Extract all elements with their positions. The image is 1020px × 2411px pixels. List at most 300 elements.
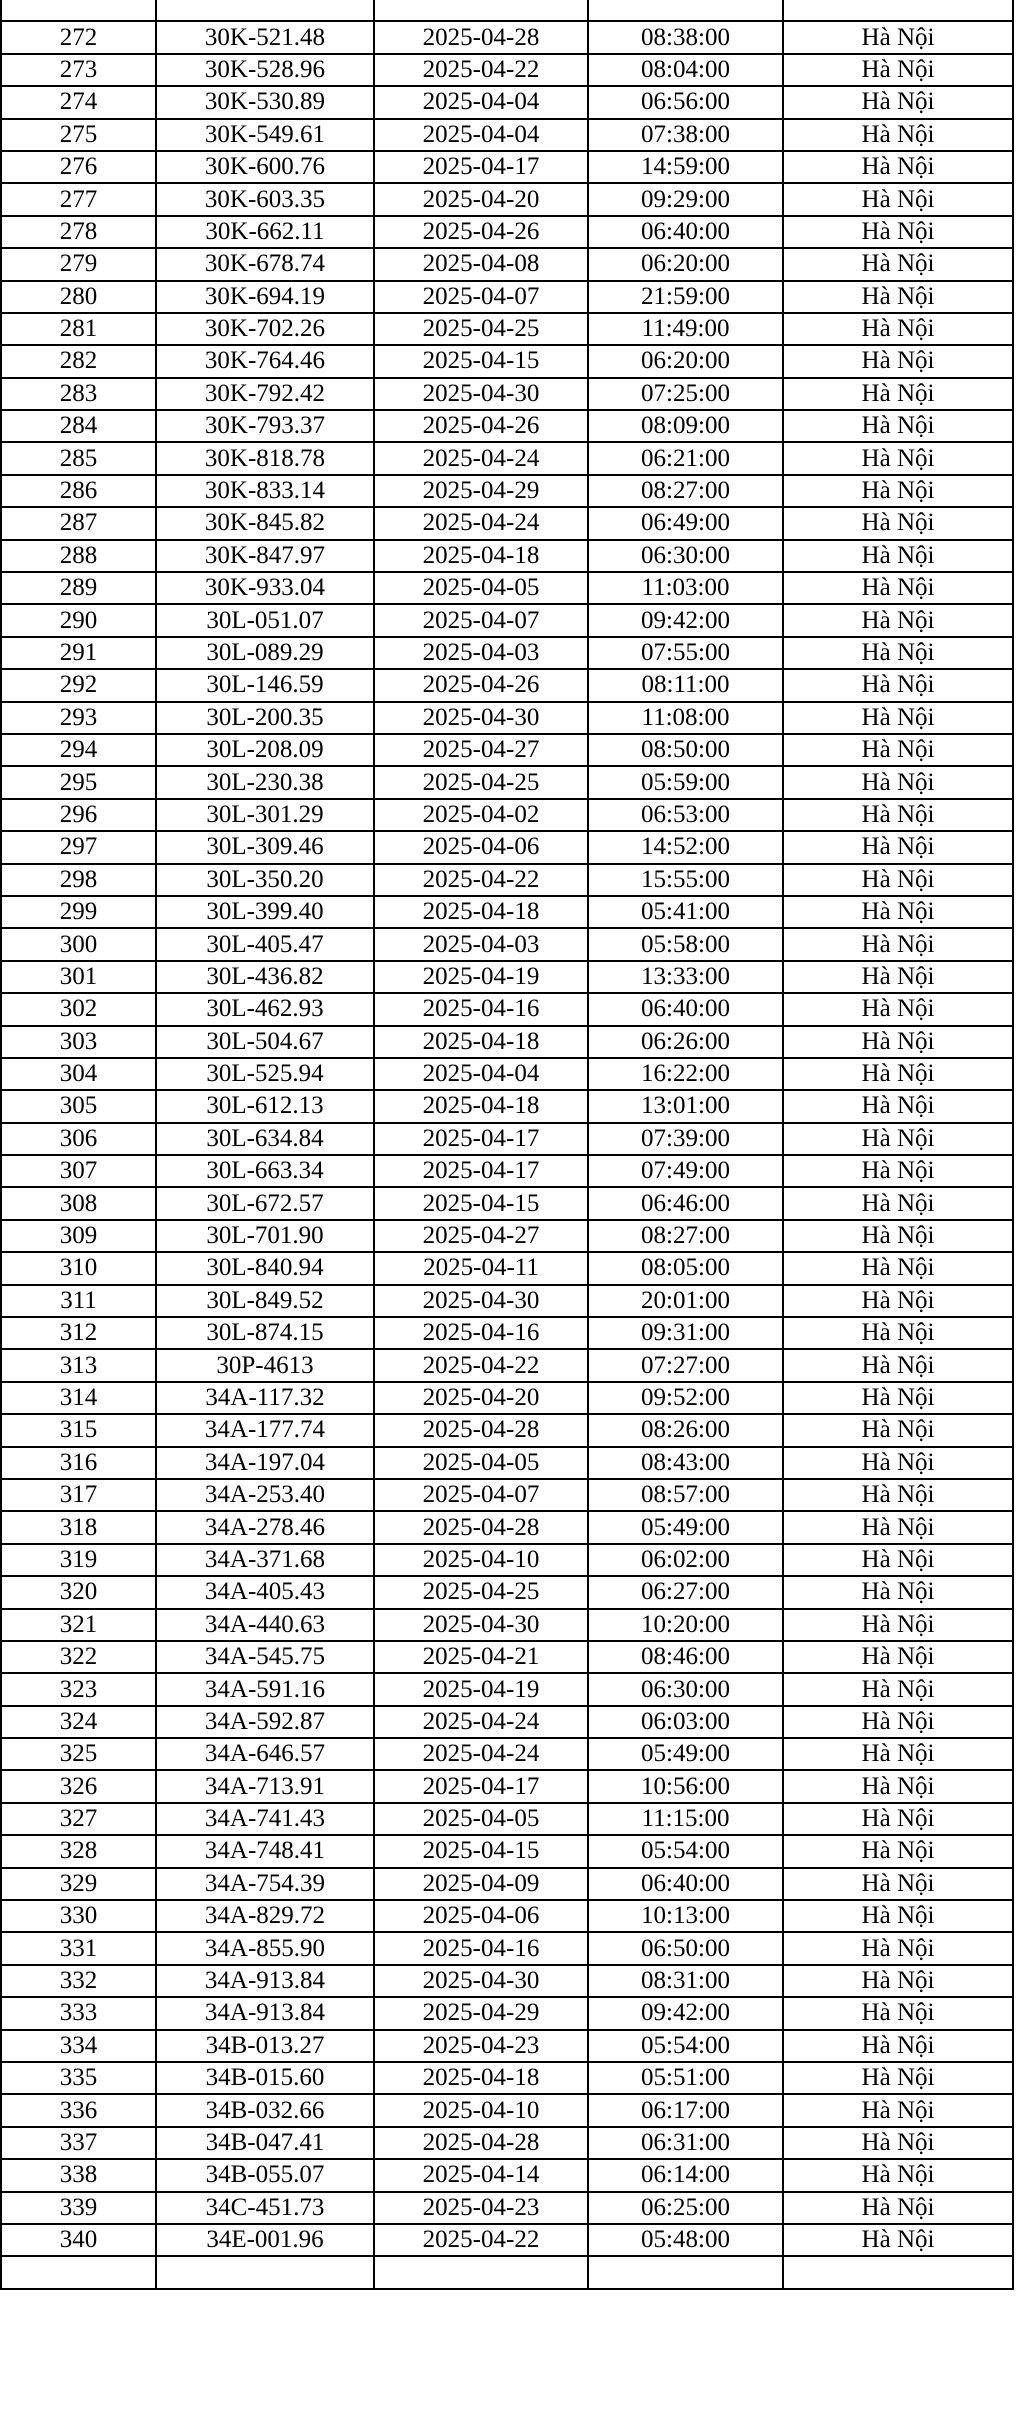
row-number-cell: 295 (1, 766, 156, 798)
location-cell: Hà Nội (783, 669, 1013, 701)
time-cell: 09:42:00 (588, 604, 783, 636)
date-cell: 2025-04-26 (374, 410, 588, 442)
date-cell: 2025-04-28 (374, 21, 588, 53)
time-cell: 05:51:00 (588, 2062, 783, 2094)
location-cell: Hà Nội (783, 2192, 1013, 2224)
date-cell: 2025-04-23 (374, 2030, 588, 2062)
time-cell: 07:38:00 (588, 119, 783, 151)
date-cell: 2025-04-06 (374, 1900, 588, 1932)
row-number-cell: 334 (1, 2030, 156, 2062)
time-cell: 07:49:00 (588, 1155, 783, 1187)
date-cell: 2025-04-21 (374, 1641, 588, 1673)
row-number-cell: 284 (1, 410, 156, 442)
license-plate-cell: 30L-701.90 (156, 1220, 374, 1252)
location-cell: Hà Nội (783, 1673, 1013, 1705)
license-plate-cell: 30L-436.82 (156, 961, 374, 993)
row-number-cell: 324 (1, 1706, 156, 1738)
license-plate-cell: 34A-591.16 (156, 1673, 374, 1705)
location-cell: Hà Nội (783, 604, 1013, 636)
row-number-cell: 297 (1, 831, 156, 863)
license-plate-cell: 34C-451.73 (156, 2192, 374, 2224)
location-cell: Hà Nội (783, 2062, 1013, 2094)
table-row (1, 1090, 1013, 1122)
row-number-cell: 328 (1, 1835, 156, 1867)
row-number-cell (1, 0, 156, 21)
time-cell: 08:27:00 (588, 1220, 783, 1252)
table-row (1, 183, 1013, 215)
row-number-cell: 300 (1, 928, 156, 960)
location-cell: Hà Nội (783, 1252, 1013, 1284)
row-number-cell: 331 (1, 1932, 156, 1964)
row-number-cell: 337 (1, 2127, 156, 2159)
time-cell: 15:55:00 (588, 864, 783, 896)
license-plate-cell: 30K-530.89 (156, 86, 374, 118)
row-number-cell: 340 (1, 2224, 156, 2256)
location-cell (783, 2256, 1013, 2288)
time-cell: 05:49:00 (588, 1511, 783, 1543)
row-number-cell: 298 (1, 864, 156, 896)
location-cell: Hà Nội (783, 961, 1013, 993)
table-row (1, 119, 1013, 151)
location-cell: Hà Nội (783, 1382, 1013, 1414)
location-cell: Hà Nội (783, 540, 1013, 572)
table-row (1, 831, 1013, 863)
date-cell: 2025-04-15 (374, 345, 588, 377)
time-cell: 06:17:00 (588, 2094, 783, 2126)
row-number-cell: 333 (1, 1997, 156, 2029)
license-plate-cell: 30L-350.20 (156, 864, 374, 896)
license-plate-cell: 30K-521.48 (156, 21, 374, 53)
table-row (1, 637, 1013, 669)
date-cell: 2025-04-10 (374, 1544, 588, 1576)
time-cell: 08:09:00 (588, 410, 783, 442)
table-row (1, 1220, 1013, 1252)
table-row (1, 2127, 1013, 2159)
license-plate-cell: 34A-748.41 (156, 1835, 374, 1867)
row-number-cell: 325 (1, 1738, 156, 1770)
row-number-cell: 274 (1, 86, 156, 118)
license-plate-cell: 34A-440.63 (156, 1609, 374, 1641)
row-number-cell: 303 (1, 1026, 156, 1058)
table-row (1, 1447, 1013, 1479)
date-cell: 2025-04-09 (374, 1868, 588, 1900)
date-cell: 2025-04-15 (374, 1187, 588, 1219)
table-row (1, 151, 1013, 183)
location-cell: Hà Nội (783, 799, 1013, 831)
license-plate-cell: 30L-089.29 (156, 637, 374, 669)
location-cell: Hà Nội (783, 993, 1013, 1025)
row-number-cell: 311 (1, 1285, 156, 1317)
date-cell: 2025-04-29 (374, 1997, 588, 2029)
location-cell: Hà Nội (783, 1706, 1013, 1738)
date-cell: 2025-04-24 (374, 507, 588, 539)
date-cell: 2025-04-28 (374, 1511, 588, 1543)
date-cell: 2025-04-07 (374, 1479, 588, 1511)
location-cell: Hà Nội (783, 442, 1013, 474)
row-number-cell: 308 (1, 1187, 156, 1219)
date-cell: 2025-04-26 (374, 669, 588, 701)
time-cell: 05:48:00 (588, 2224, 783, 2256)
time-cell: 08:05:00 (588, 1252, 783, 1284)
location-cell: Hà Nội (783, 1965, 1013, 1997)
time-cell: 05:54:00 (588, 2030, 783, 2062)
location-cell: Hà Nội (783, 2127, 1013, 2159)
date-cell: 2025-04-18 (374, 2062, 588, 2094)
license-plate-cell: 34A-278.46 (156, 1511, 374, 1543)
license-plate-cell: 34A-371.68 (156, 1544, 374, 1576)
location-cell: Hà Nội (783, 1220, 1013, 1252)
time-cell: 06:49:00 (588, 507, 783, 539)
time-cell: 06:27:00 (588, 1576, 783, 1608)
table-row (1, 1317, 1013, 1349)
time-cell: 06:40:00 (588, 993, 783, 1025)
license-plate-cell: 34A-713.91 (156, 1770, 374, 1802)
table-row (1, 1770, 1013, 1802)
row-number-cell: 317 (1, 1479, 156, 1511)
time-cell: 08:38:00 (588, 21, 783, 53)
license-plate-cell: 30L-874.15 (156, 1317, 374, 1349)
row-number-cell: 272 (1, 21, 156, 53)
date-cell: 2025-04-20 (374, 1382, 588, 1414)
row-number-cell: 291 (1, 637, 156, 669)
date-cell: 2025-04-24 (374, 1738, 588, 1770)
date-cell: 2025-04-04 (374, 1058, 588, 1090)
license-plate-cell: 30L-612.13 (156, 1090, 374, 1122)
date-cell: 2025-04-17 (374, 1770, 588, 1802)
row-number-cell: 313 (1, 1349, 156, 1381)
date-cell: 2025-04-22 (374, 1349, 588, 1381)
license-plate-cell: 34E-001.96 (156, 2224, 374, 2256)
location-cell: Hà Nội (783, 248, 1013, 280)
table-row (1, 1155, 1013, 1187)
date-cell: 2025-04-10 (374, 2094, 588, 2126)
table-row (1, 1123, 1013, 1155)
date-cell: 2025-04-17 (374, 1155, 588, 1187)
time-cell: 06:30:00 (588, 540, 783, 572)
license-plate-cell: 30L-301.29 (156, 799, 374, 831)
row-number-cell: 339 (1, 2192, 156, 2224)
location-cell: Hà Nội (783, 1803, 1013, 1835)
location-cell: Hà Nội (783, 378, 1013, 410)
table-row (1, 1058, 1013, 1090)
table-row (1, 1965, 1013, 1997)
row-number-cell: 302 (1, 993, 156, 1025)
date-cell: 2025-04-04 (374, 119, 588, 151)
date-cell: 2025-04-17 (374, 1123, 588, 1155)
location-cell: Hà Nội (783, 1285, 1013, 1317)
location-cell (783, 0, 1013, 21)
table-row (1, 1285, 1013, 1317)
time-cell: 08:43:00 (588, 1447, 783, 1479)
time-cell: 07:27:00 (588, 1349, 783, 1381)
row-number-cell: 286 (1, 475, 156, 507)
license-plate-cell: 34B-032.66 (156, 2094, 374, 2126)
location-cell: Hà Nội (783, 1058, 1013, 1090)
location-cell: Hà Nội (783, 2094, 1013, 2126)
row-number-cell: 310 (1, 1252, 156, 1284)
license-plate-cell: 30L-525.94 (156, 1058, 374, 1090)
license-plate-cell: 30L-672.57 (156, 1187, 374, 1219)
license-plate-cell: 30L-634.84 (156, 1123, 374, 1155)
row-number-cell: 281 (1, 313, 156, 345)
time-cell: 06:46:00 (588, 1187, 783, 1219)
date-cell: 2025-04-22 (374, 54, 588, 86)
row-number-cell: 287 (1, 507, 156, 539)
date-cell: 2025-04-29 (374, 475, 588, 507)
date-cell: 2025-04-25 (374, 313, 588, 345)
license-plate-cell: 34A-754.39 (156, 1868, 374, 1900)
date-cell: 2025-04-27 (374, 1220, 588, 1252)
location-cell: Hà Nội (783, 1835, 1013, 1867)
location-cell: Hà Nội (783, 410, 1013, 442)
table-row (1, 540, 1013, 572)
time-cell: 08:04:00 (588, 54, 783, 86)
date-cell: 2025-04-18 (374, 540, 588, 572)
time-cell: 06:30:00 (588, 1673, 783, 1705)
license-plate-cell: 34A-646.57 (156, 1738, 374, 1770)
table-row (1, 734, 1013, 766)
row-number-cell: 329 (1, 1868, 156, 1900)
date-cell: 2025-04-22 (374, 2224, 588, 2256)
time-cell: 13:01:00 (588, 1090, 783, 1122)
table-row (1, 1414, 1013, 1446)
table-row (1, 281, 1013, 313)
row-number-cell: 273 (1, 54, 156, 86)
row-number-cell: 332 (1, 1965, 156, 1997)
location-cell: Hà Nội (783, 1155, 1013, 1187)
row-number-cell: 296 (1, 799, 156, 831)
row-number-cell: 322 (1, 1641, 156, 1673)
row-number-cell: 326 (1, 1770, 156, 1802)
license-plate-cell: 30K-833.14 (156, 475, 374, 507)
location-cell: Hà Nội (783, 2224, 1013, 2256)
row-number-cell: 289 (1, 572, 156, 604)
time-cell: 13:33:00 (588, 961, 783, 993)
location-cell: Hà Nội (783, 637, 1013, 669)
time-cell: 07:39:00 (588, 1123, 783, 1155)
table-row (1, 1252, 1013, 1284)
records-table-body (1, 0, 1013, 2289)
date-cell: 2025-04-08 (374, 248, 588, 280)
date-cell: 2025-04-17 (374, 151, 588, 183)
time-cell: 21:59:00 (588, 281, 783, 313)
license-plate-cell: 30K-847.97 (156, 540, 374, 572)
time-cell: 08:50:00 (588, 734, 783, 766)
date-cell: 2025-04-30 (374, 702, 588, 734)
license-plate-cell (156, 0, 374, 21)
row-number-cell: 306 (1, 1123, 156, 1155)
location-cell: Hà Nội (783, 54, 1013, 86)
table-row (1, 2062, 1013, 2094)
date-cell: 2025-04-19 (374, 1673, 588, 1705)
location-cell: Hà Nội (783, 1511, 1013, 1543)
location-cell: Hà Nội (783, 475, 1013, 507)
date-cell: 2025-04-28 (374, 1414, 588, 1446)
date-cell: 2025-04-11 (374, 1252, 588, 1284)
date-cell: 2025-04-20 (374, 183, 588, 215)
license-plate-cell: 30L-200.35 (156, 702, 374, 734)
date-cell: 2025-04-28 (374, 2127, 588, 2159)
license-plate-cell: 30K-845.82 (156, 507, 374, 539)
license-plate-cell: 30L-208.09 (156, 734, 374, 766)
date-cell: 2025-04-03 (374, 637, 588, 669)
date-cell: 2025-04-07 (374, 604, 588, 636)
table-row (1, 604, 1013, 636)
time-cell: 06:02:00 (588, 1544, 783, 1576)
license-plate-cell: 30K-818.78 (156, 442, 374, 474)
time-cell: 05:49:00 (588, 1738, 783, 1770)
time-cell: 09:29:00 (588, 183, 783, 215)
license-plate-cell: 30K-793.37 (156, 410, 374, 442)
time-cell: 06:40:00 (588, 1868, 783, 1900)
table-row (1, 216, 1013, 248)
location-cell: Hà Nội (783, 1479, 1013, 1511)
location-cell: Hà Nội (783, 507, 1013, 539)
location-cell: Hà Nội (783, 896, 1013, 928)
row-number-cell: 321 (1, 1609, 156, 1641)
license-plate-cell: 34A-405.43 (156, 1576, 374, 1608)
time-cell: 06:31:00 (588, 2127, 783, 2159)
license-plate-cell: 30K-694.19 (156, 281, 374, 313)
row-number-cell: 277 (1, 183, 156, 215)
table-row (1, 2030, 1013, 2062)
table-row (1, 669, 1013, 701)
location-cell: Hà Nội (783, 281, 1013, 313)
location-cell: Hà Nội (783, 1026, 1013, 1058)
time-cell: 09:52:00 (588, 1382, 783, 1414)
time-cell: 11:08:00 (588, 702, 783, 734)
time-cell: 06:03:00 (588, 1706, 783, 1738)
license-plate-cell: 34A-913.84 (156, 1965, 374, 1997)
table-row (1, 1997, 1013, 2029)
date-cell: 2025-04-18 (374, 896, 588, 928)
date-cell: 2025-04-25 (374, 766, 588, 798)
location-cell: Hà Nội (783, 1414, 1013, 1446)
table-row (1, 1187, 1013, 1219)
table-row (1, 2159, 1013, 2191)
row-number-cell: 338 (1, 2159, 156, 2191)
table-row (1, 1673, 1013, 1705)
table-row (1, 1576, 1013, 1608)
location-cell: Hà Nội (783, 1738, 1013, 1770)
table-row (1, 928, 1013, 960)
date-cell: 2025-04-16 (374, 1932, 588, 1964)
location-cell: Hà Nội (783, 21, 1013, 53)
table-row (1, 0, 1013, 21)
date-cell (374, 2256, 588, 2288)
row-number-cell: 319 (1, 1544, 156, 1576)
location-cell: Hà Nội (783, 313, 1013, 345)
time-cell (588, 0, 783, 21)
license-plate-cell: 30P-4613 (156, 1349, 374, 1381)
location-cell: Hà Nội (783, 183, 1013, 215)
date-cell: 2025-04-19 (374, 961, 588, 993)
table-row (1, 248, 1013, 280)
time-cell: 08:26:00 (588, 1414, 783, 1446)
date-cell (374, 0, 588, 21)
time-cell: 11:15:00 (588, 1803, 783, 1835)
row-number-cell: 318 (1, 1511, 156, 1543)
date-cell: 2025-04-18 (374, 1026, 588, 1058)
table-row (1, 1479, 1013, 1511)
date-cell: 2025-04-24 (374, 442, 588, 474)
location-cell: Hà Nội (783, 1609, 1013, 1641)
date-cell: 2025-04-06 (374, 831, 588, 863)
location-cell: Hà Nội (783, 1932, 1013, 1964)
time-cell: 09:42:00 (588, 1997, 783, 2029)
license-plate-cell: 34A-117.32 (156, 1382, 374, 1414)
license-plate-cell: 34A-197.04 (156, 1447, 374, 1479)
table-row (1, 1900, 1013, 1932)
license-plate-cell: 34A-545.75 (156, 1641, 374, 1673)
row-number-cell: 285 (1, 442, 156, 474)
license-plate-cell: 30L-849.52 (156, 1285, 374, 1317)
row-number-cell: 315 (1, 1414, 156, 1446)
time-cell: 06:14:00 (588, 2159, 783, 2191)
license-plate-cell: 30K-662.11 (156, 216, 374, 248)
time-cell: 10:56:00 (588, 1770, 783, 1802)
row-number-cell: 292 (1, 669, 156, 701)
license-plate-cell: 30K-764.46 (156, 345, 374, 377)
license-plate-cell: 30L-309.46 (156, 831, 374, 863)
row-number-cell (1, 2256, 156, 2288)
location-cell: Hà Nội (783, 831, 1013, 863)
location-cell: Hà Nội (783, 119, 1013, 151)
table-row (1, 21, 1013, 53)
time-cell: 07:25:00 (588, 378, 783, 410)
table-row (1, 1026, 1013, 1058)
license-plate-cell: 30L-146.59 (156, 669, 374, 701)
table-row (1, 1641, 1013, 1673)
location-cell: Hà Nội (783, 1770, 1013, 1802)
date-cell: 2025-04-30 (374, 1609, 588, 1641)
location-cell: Hà Nội (783, 1090, 1013, 1122)
table-row (1, 2192, 1013, 2224)
table-row (1, 572, 1013, 604)
row-number-cell: 294 (1, 734, 156, 766)
row-number-cell: 323 (1, 1673, 156, 1705)
license-plate-cell: 30L-504.67 (156, 1026, 374, 1058)
time-cell: 09:31:00 (588, 1317, 783, 1349)
license-plate-cell: 30K-603.35 (156, 183, 374, 215)
row-number-cell: 301 (1, 961, 156, 993)
table-row (1, 961, 1013, 993)
time-cell: 07:55:00 (588, 637, 783, 669)
row-number-cell: 282 (1, 345, 156, 377)
table-row (1, 410, 1013, 442)
time-cell: 06:20:00 (588, 248, 783, 280)
table-row (1, 475, 1013, 507)
license-plate-cell: 34A-741.43 (156, 1803, 374, 1835)
row-number-cell: 280 (1, 281, 156, 313)
location-cell: Hà Nội (783, 572, 1013, 604)
time-cell: 05:58:00 (588, 928, 783, 960)
table-row (1, 1609, 1013, 1641)
time-cell: 06:20:00 (588, 345, 783, 377)
date-cell: 2025-04-22 (374, 864, 588, 896)
location-cell: Hà Nội (783, 151, 1013, 183)
location-cell: Hà Nội (783, 216, 1013, 248)
location-cell: Hà Nội (783, 2030, 1013, 2062)
date-cell: 2025-04-26 (374, 216, 588, 248)
row-number-cell: 307 (1, 1155, 156, 1187)
date-cell: 2025-04-02 (374, 799, 588, 831)
location-cell: Hà Nội (783, 734, 1013, 766)
table-row (1, 1706, 1013, 1738)
row-number-cell: 288 (1, 540, 156, 572)
table-row (1, 313, 1013, 345)
location-cell: Hà Nội (783, 928, 1013, 960)
